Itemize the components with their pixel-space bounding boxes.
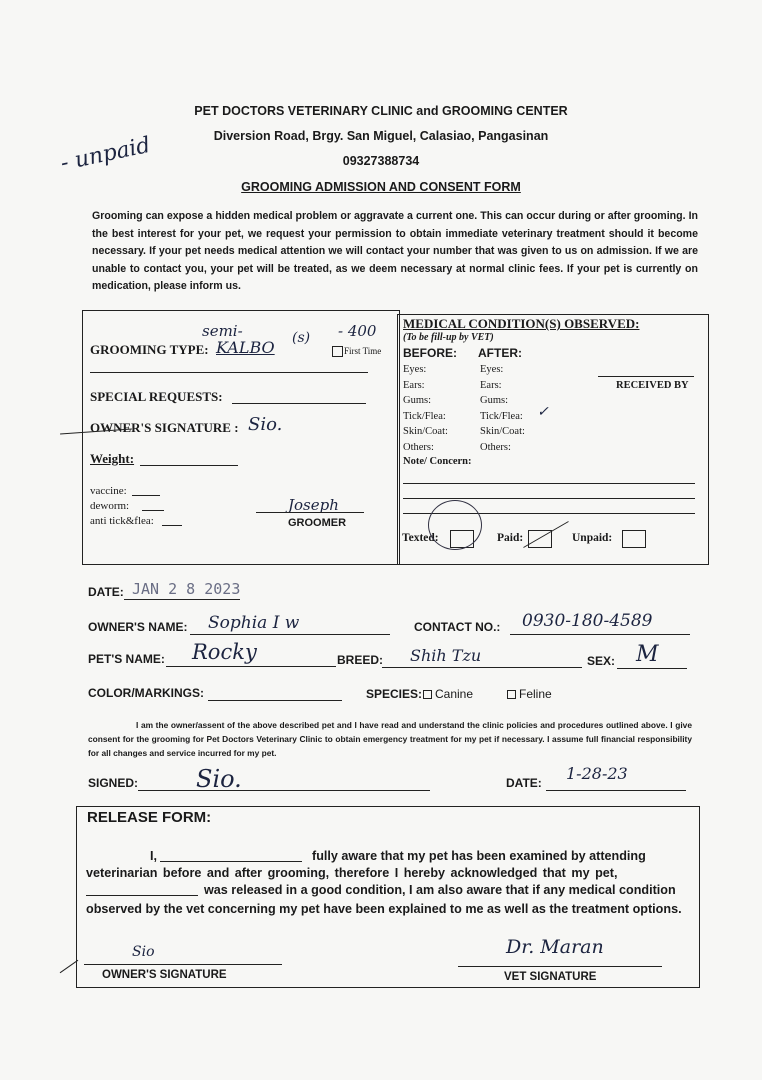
price-note: - 400 xyxy=(338,322,377,340)
before-list xyxy=(403,362,448,455)
date-stamp: JAN 2 8 2023 xyxy=(132,580,241,598)
groomer-line xyxy=(256,512,364,513)
owner-sig-line xyxy=(84,964,282,965)
sex-line xyxy=(617,668,687,669)
contact-line xyxy=(510,634,690,635)
signed-date-value: 1-28-23 xyxy=(566,764,628,783)
after-eyes: Eyes: xyxy=(480,364,504,375)
pet-name-value: Rocky xyxy=(192,640,257,664)
before-label: BEFORE: xyxy=(403,346,457,360)
vet-sig-label: VET SIGNATURE xyxy=(504,971,597,983)
feline-checkbox[interactable] xyxy=(507,690,516,699)
antitick-line[interactable] xyxy=(162,525,182,526)
sex-label: SEX: xyxy=(587,654,616,668)
after-others: Others: xyxy=(480,441,511,453)
before-others: Others: xyxy=(403,441,434,453)
first-time-label: First Time xyxy=(344,346,382,356)
consent-paragraph: I am the owner/assent of the above described pet and I have read and understand the clinic policies and procedures outlined above. I give consent for the grooming for Pet Doctors Veterinary Clinic to obtain emergency treatment for my pet if necessary. I assume full financial responsibility for all changes and service incurred for my pet. xyxy=(88,720,692,758)
owner-signature-value: Sio. xyxy=(248,414,283,435)
grooming-type-note: semi- xyxy=(202,322,243,340)
clinic-name: PET DOCTORS VETERINARY CLINIC and GROOMING CENTER xyxy=(194,104,568,118)
owner-sig-label: OWNER'S SIGNATURE xyxy=(102,969,227,981)
signed-line xyxy=(138,790,430,791)
feline-label: Feline xyxy=(519,687,552,701)
owner-name-value: Sophia I w xyxy=(208,613,300,633)
antitick-label: anti tick&flea: xyxy=(90,515,154,527)
signed-label: SIGNED: xyxy=(88,776,139,790)
before-skincoat: Skin/Coat: xyxy=(403,426,448,437)
breed-label: BREED: xyxy=(337,653,384,667)
color-label: COLOR/MARKINGS: xyxy=(88,686,204,700)
medical-subtitle: (To be fill-up by VET) xyxy=(403,332,494,343)
breed-line xyxy=(382,667,582,668)
vet-signature: Dr. Maran xyxy=(506,936,604,958)
paid-label: Paid: xyxy=(497,532,524,544)
after-skincoat: Skin/Coat: xyxy=(480,426,525,437)
vet-sig-line xyxy=(458,966,662,967)
release-title: RELEASE FORM: xyxy=(87,809,212,826)
release-text-1: fully aware that my pet has been examined by attending xyxy=(312,849,646,863)
note-line-2[interactable] xyxy=(403,498,695,499)
special-requests-label: SPECIAL REQUESTS: xyxy=(90,389,223,404)
release-name-line[interactable] xyxy=(160,861,302,862)
after-tickflea: Tick/Flea: xyxy=(480,410,523,422)
tickflea-check-mark: ✓ xyxy=(537,404,549,420)
before-tickflea: Tick/Flea: xyxy=(403,410,446,422)
weight-label: Weight: xyxy=(90,451,135,466)
pet-name-label: PET'S NAME: xyxy=(88,652,165,666)
medical-title: MEDICAL CONDITION(S) OBSERVED: xyxy=(403,316,640,331)
size-note: (s) xyxy=(292,330,311,346)
grooming-type-label: GROOMING TYPE: xyxy=(90,342,209,357)
before-ears: Ears: xyxy=(403,379,425,391)
color-line[interactable] xyxy=(208,700,342,701)
date-line xyxy=(124,599,240,600)
note-concern-label: Note/ Concern: xyxy=(403,456,472,467)
form-title: GROOMING ADMISSION AND CONSENT FORM xyxy=(241,180,521,194)
groomer-name: Joseph xyxy=(288,496,339,514)
before-eyes: Eyes: xyxy=(403,364,427,375)
first-time-checkbox[interactable] xyxy=(332,346,343,357)
intro-paragraph: Grooming can expose a hidden medical problem or aggravate a current one. This can occur during or after grooming. In the best interest for your pet, we request your permission to obtain immediate veterinary treatment should it become necessary. If your pet needs medical attention we will contact your number that was given to us on admission. If we are unable to contact you, your pet will be treated, as we deem necessary at normal clinic fees. If your pet is currently on medication, please inform us. xyxy=(92,210,698,293)
before-gums: Gums: xyxy=(403,395,432,406)
clinic-address: Diversion Road, Brgy. San Miguel, Calasiao, Pangasinan xyxy=(213,129,549,143)
grooming-type-line xyxy=(90,372,368,373)
pet-name-line xyxy=(166,666,336,667)
texted-circle-mark xyxy=(428,500,482,550)
deworm-label: deworm: xyxy=(90,500,130,512)
unpaid-margin-note: - unpaid xyxy=(58,132,153,177)
contact-label: CONTACT NO.: xyxy=(414,620,501,634)
owner-signature-label: OWNER'S SIGNATURE : xyxy=(90,420,239,435)
special-requests-line[interactable] xyxy=(232,403,366,404)
groomer-label: GROOMER xyxy=(288,517,347,529)
signed-date-line xyxy=(546,790,686,791)
release-text-3: was released in a good condition, I am also aware that if any medical condition xyxy=(204,883,676,897)
sex-value: M xyxy=(636,642,659,667)
release-owner-signature: Sio xyxy=(132,944,155,960)
texted-label: Texted: xyxy=(402,532,439,544)
clinic-phone: 09327388734 xyxy=(342,154,420,168)
canine-checkbox[interactable] xyxy=(423,690,432,699)
received-by-label: RECEIVED BY xyxy=(616,380,689,391)
unpaid-checkbox[interactable] xyxy=(622,530,646,548)
contact-value: 0930-180-4589 xyxy=(522,611,653,631)
grooming-type-value: KALBO xyxy=(216,338,275,357)
unpaid-label: Unpaid: xyxy=(572,532,613,544)
signed-signature: Sio. xyxy=(196,765,242,793)
signed-date-label: DATE: xyxy=(506,776,542,790)
release-text-2: veterinarian before and after grooming, therefore I hereby acknowledged that my pet, xyxy=(86,866,618,880)
after-label: AFTER: xyxy=(478,346,522,360)
vaccine-line[interactable] xyxy=(132,495,160,496)
vaccine-label: vaccine: xyxy=(90,485,127,497)
breed-value: Shih Tzu xyxy=(410,646,482,665)
release-i: I, xyxy=(150,849,157,863)
date-label: DATE: xyxy=(88,585,124,599)
weight-line[interactable] xyxy=(140,465,238,466)
deworm-line[interactable] xyxy=(142,510,164,511)
after-ears: Ears: xyxy=(480,379,502,391)
release-pet-line[interactable] xyxy=(86,895,198,896)
owner-name-line xyxy=(190,634,390,635)
note-line-1[interactable] xyxy=(403,483,695,484)
species-label: SPECIES: xyxy=(366,687,423,701)
owner-name-label: OWNER'S NAME: xyxy=(88,620,188,634)
release-text-4: observed by the vet concerning my pet have been explained to me as well as the treatment options. xyxy=(86,902,682,916)
after-gums: Gums: xyxy=(480,395,509,406)
received-by-line xyxy=(598,376,694,377)
canine-label: Canine xyxy=(435,687,474,701)
release-box xyxy=(76,806,700,988)
after-list xyxy=(480,362,525,455)
